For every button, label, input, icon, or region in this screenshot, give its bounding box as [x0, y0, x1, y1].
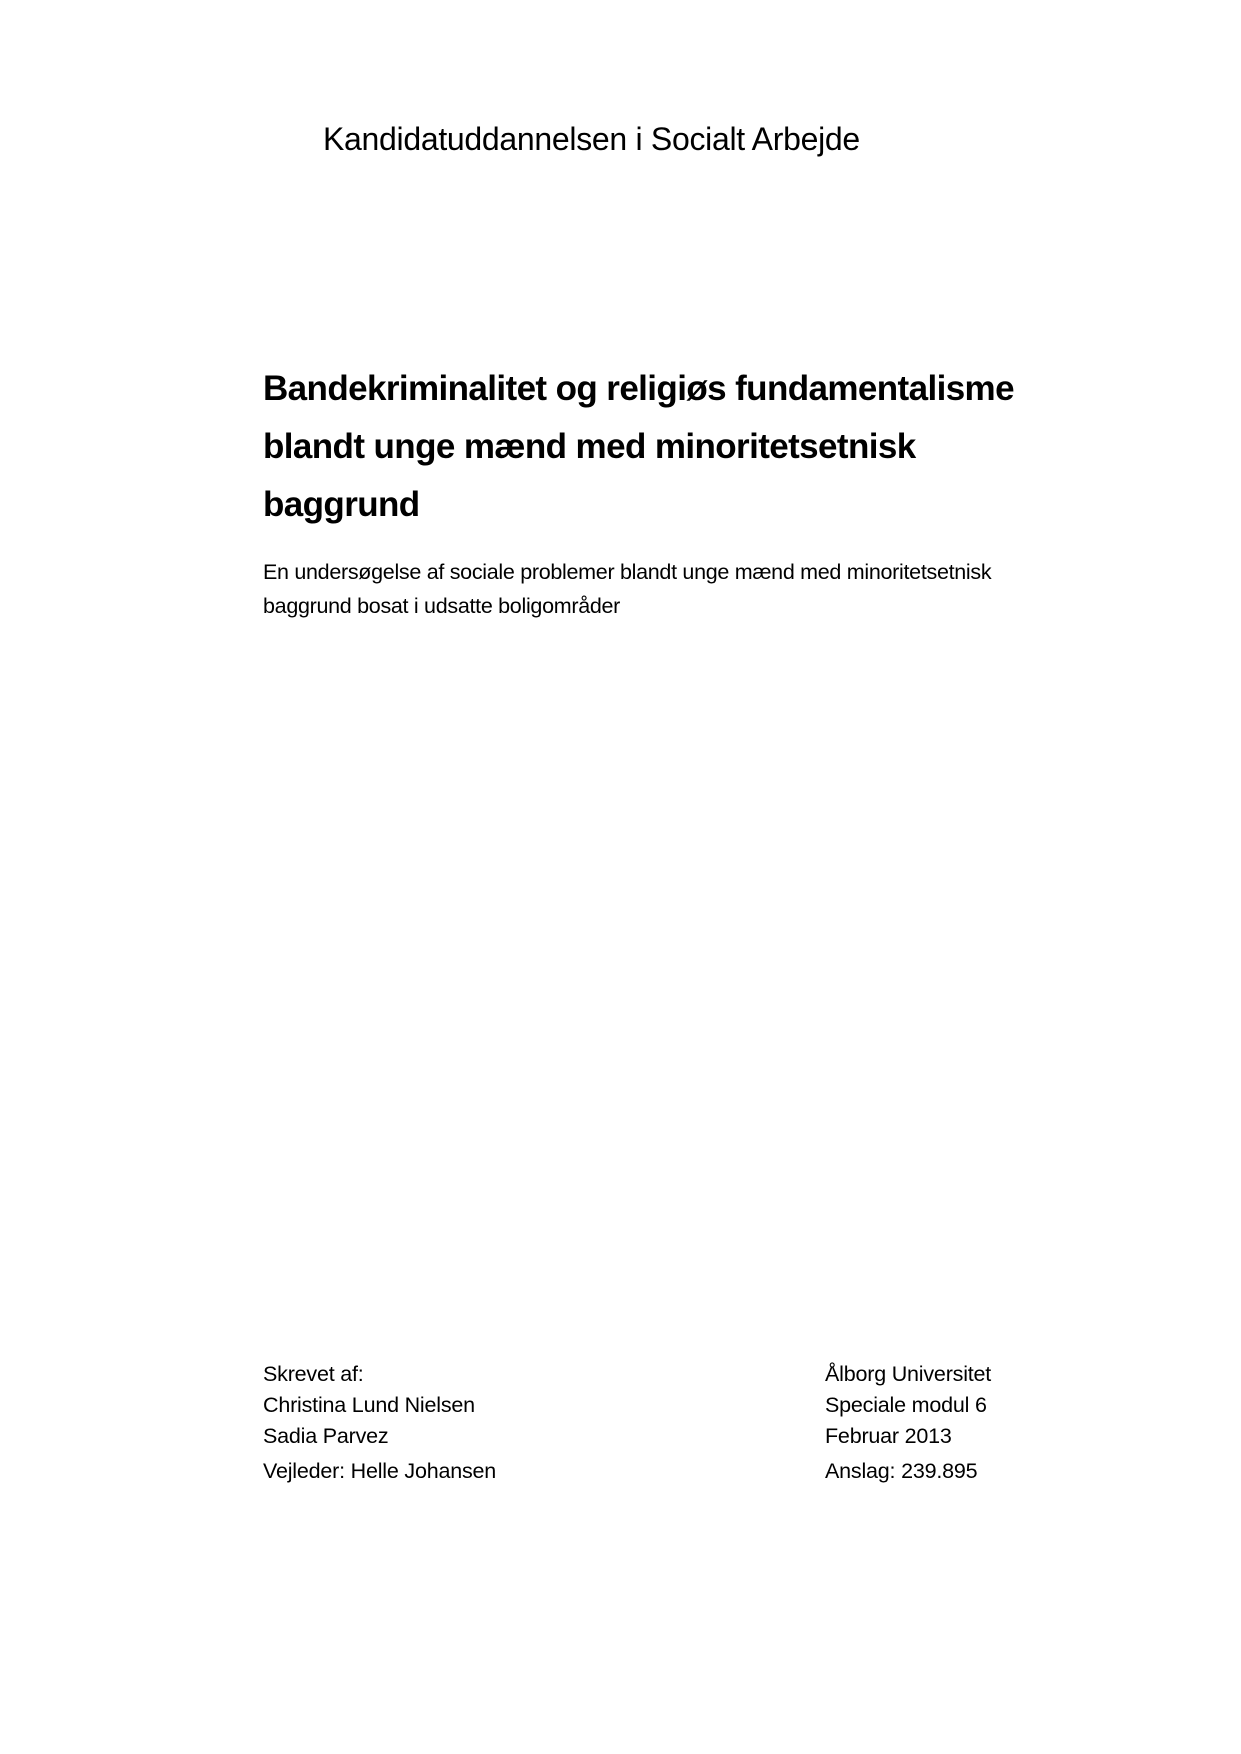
supervisor: Vejleder: Helle Johansen [263, 1459, 497, 1483]
title-line-2: blandt unge mænd med minoritetsetnisk [263, 427, 916, 466]
institution-block [825, 1359, 991, 1487]
document-subtitle [263, 555, 1163, 623]
title-line-1: Bandekriminalitet og religiøs fundamentalisme [263, 369, 1014, 408]
author-name: Christina Lund Nielsen [263, 1393, 475, 1417]
document-title [263, 360, 1163, 534]
subtitle-line-2: baggrund bosat i udsatte boligområder [263, 594, 621, 618]
author-name: Sadia Parvez [263, 1424, 389, 1448]
authors-label: Skrevet af: [263, 1362, 364, 1386]
university-name: Ålborg Universitet [825, 1362, 992, 1386]
authors-block [263, 1359, 496, 1487]
character-count: Anslag: 239.895 [825, 1459, 978, 1483]
program-heading: Kandidatuddannelsen i Socialt Arbejde [323, 121, 860, 157]
subtitle-line-1: En undersøgelse af sociale problemer blandt unge mænd med minoritetsetnisk [263, 560, 992, 584]
module-name: Speciale modul 6 [825, 1393, 987, 1417]
title-line-3: baggrund [263, 485, 420, 524]
submission-date: Februar 2013 [825, 1424, 952, 1448]
